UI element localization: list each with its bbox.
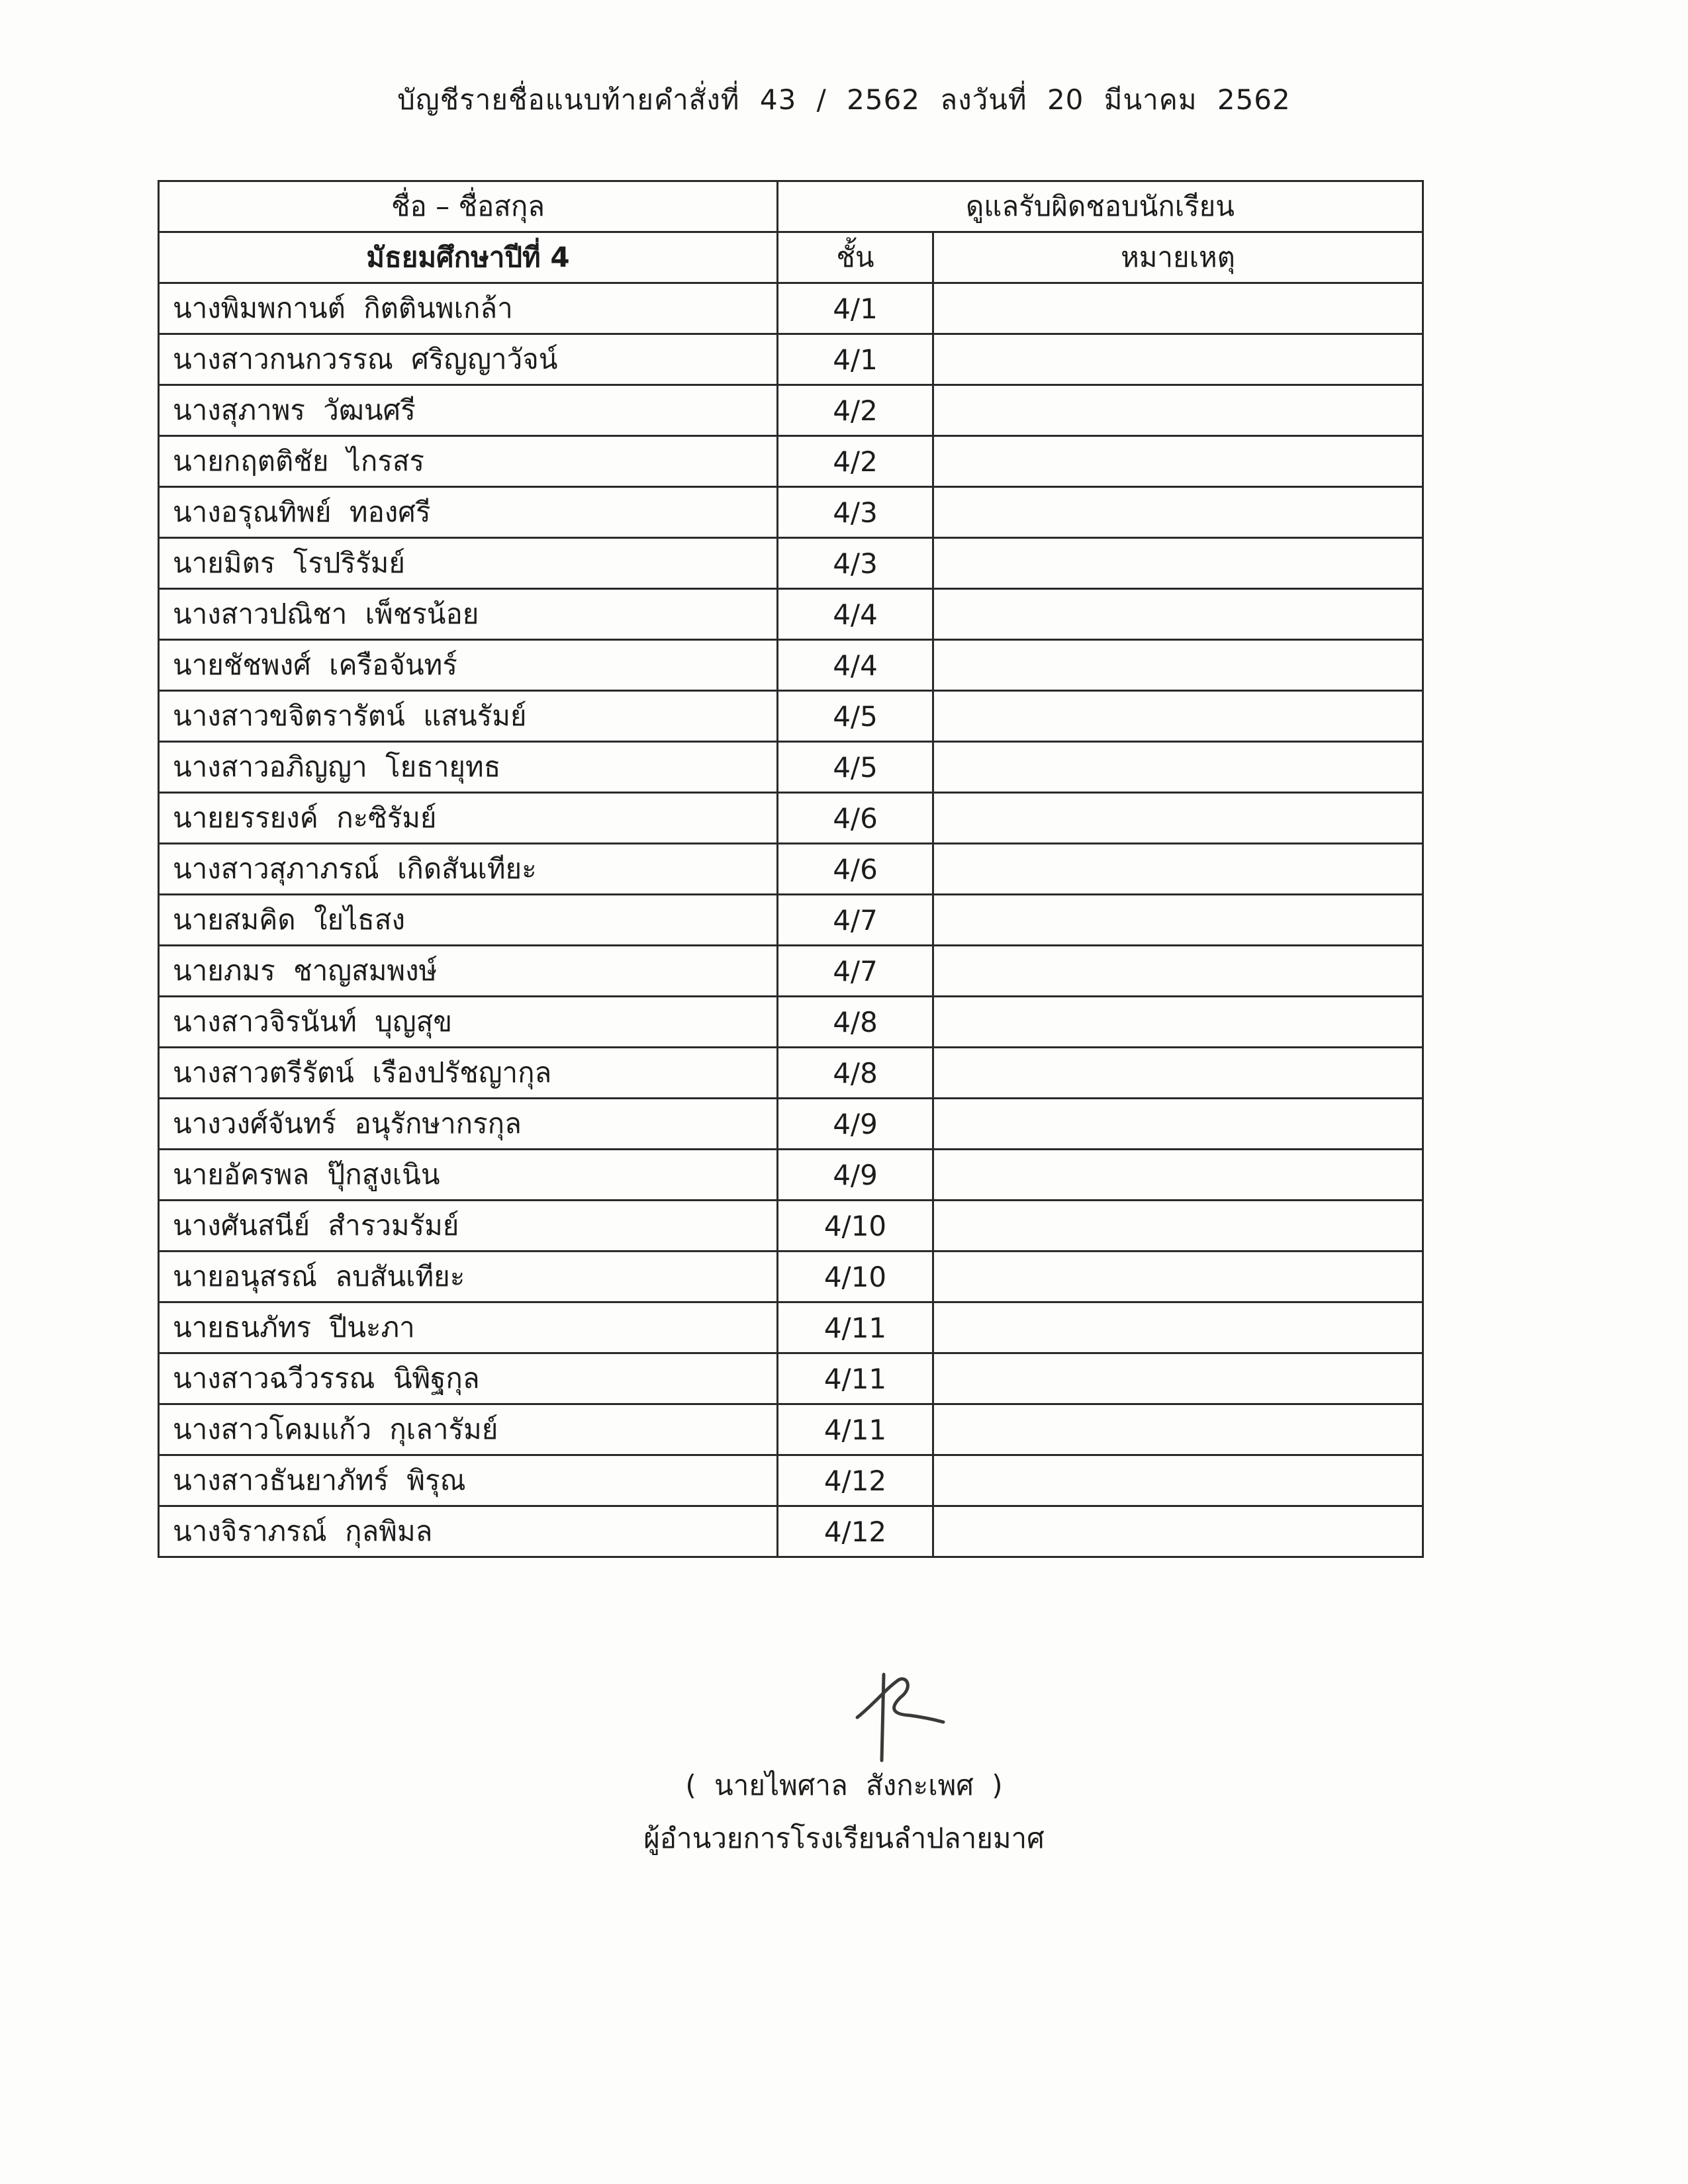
teacher-name-cell: นางศันสนีย์ สำรวมรัมย์: [159, 1201, 778, 1251]
class-cell: 4/8: [778, 997, 933, 1048]
class-cell: 4/4: [778, 640, 933, 691]
remark-cell: [933, 334, 1423, 385]
remark-cell: [933, 691, 1423, 742]
teacher-name-cell: นางจิราภรณ์ กุลพิมล: [159, 1506, 778, 1557]
remark-cell: [933, 1506, 1423, 1557]
remark-cell: [933, 538, 1423, 589]
remark-cell: [933, 640, 1423, 691]
remark-cell: [933, 1099, 1423, 1150]
teacher-name-cell: นางสาวอภิญญา โยธายุทธ: [159, 742, 778, 793]
signature-mark: [821, 1668, 953, 1767]
class-cell: 4/1: [778, 283, 933, 334]
remark-cell: [933, 1251, 1423, 1302]
class-cell: 4/11: [778, 1404, 933, 1455]
remark-cell: [933, 487, 1423, 538]
table-row: [159, 385, 1423, 436]
teacher-name-cell: นางสุภาพร วัฒนศรี: [159, 385, 778, 436]
name-column-header: ชื่อ – ชื่อสกุล: [159, 181, 778, 232]
teacher-name-cell: นางพิมพกานต์ กิตตินพเกล้า: [159, 283, 778, 334]
remark-cell: [933, 1353, 1423, 1404]
teacher-name-cell: นางสาวขจิตรารัตน์ แสนรัมย์: [159, 691, 778, 742]
teacher-name-cell: นางสาวฉวีวรรณ นิพิฐกุล: [159, 1353, 778, 1404]
table-row: [159, 487, 1423, 538]
class-cell: 4/7: [778, 946, 933, 997]
duty-column-header: ดูแลรับผิดชอบนักเรียน: [778, 181, 1423, 232]
table-row: [159, 742, 1423, 793]
table-row: [159, 283, 1423, 334]
table-row: [159, 1048, 1423, 1099]
table-row: [159, 1353, 1423, 1404]
class-cell: 4/11: [778, 1353, 933, 1404]
teacher-name-cell: นายสมคิด ใยไธสง: [159, 895, 778, 946]
teacher-name-cell: นางสาวโคมแก้ว กุเลารัมย์: [159, 1404, 778, 1455]
teacher-name-cell: นางสาวสุภาภรณ์ เกิดสันเทียะ: [159, 844, 778, 895]
teacher-name-cell: นายมิตร โรปริรัมย์: [159, 538, 778, 589]
teacher-name-cell: นางสาวกนกวรรณ ศริญญาวัจน์: [159, 334, 778, 385]
table-row: [159, 844, 1423, 895]
teacher-name-cell: นายภมร ชาญสมพงษ์: [159, 946, 778, 997]
class-cell: 4/3: [778, 487, 933, 538]
document-title: บัญชีรายชื่อแนบท้ายคำสั่งที่ 43 / 2562 ลงวันที่ 20 มีนาคม 2562: [397, 83, 1291, 116]
table-row: [159, 1201, 1423, 1251]
class-cell: 4/6: [778, 793, 933, 844]
class-cell: 4/10: [778, 1201, 933, 1251]
class-cell: 4/12: [778, 1455, 933, 1506]
remark-cell: [933, 385, 1423, 436]
teacher-name-cell: นายธนภัทร ปีนะภา: [159, 1302, 778, 1353]
teacher-name-cell: นางสาวตรีรัตน์ เรืองปรัชญากุล: [159, 1048, 778, 1099]
remark-cell: [933, 742, 1423, 793]
remark-cell: [933, 793, 1423, 844]
remark-cell: [933, 997, 1423, 1048]
table-row: [159, 1455, 1423, 1506]
teacher-name-cell: นายยรรยงค์ กะซิรัมย์: [159, 793, 778, 844]
class-cell: 4/1: [778, 334, 933, 385]
class-cell: 4/3: [778, 538, 933, 589]
remark-cell: [933, 844, 1423, 895]
remark-cell: [933, 436, 1423, 487]
teacher-name-cell: นางสาวปณิชา เพ็ชรน้อย: [159, 589, 778, 640]
table-row: [159, 1251, 1423, 1302]
signer-name: ( นายไพศาล สังกะเพศ ): [685, 1769, 1003, 1801]
class-cell: 4/7: [778, 895, 933, 946]
class-column-header: ชั้น: [778, 232, 933, 283]
table-row: [159, 1302, 1423, 1353]
remark-cell: [933, 283, 1423, 334]
table-row: [159, 946, 1423, 997]
signer-position: ผู้อำนวยการโรงเรียนลำปลายมาศ: [643, 1822, 1045, 1854]
table-row: [159, 1099, 1423, 1150]
class-cell: 4/8: [778, 1048, 933, 1099]
class-cell: 4/12: [778, 1506, 933, 1557]
remark-column-header: หมายเหตุ: [933, 232, 1423, 283]
table-row: [159, 1404, 1423, 1455]
remark-cell: [933, 589, 1423, 640]
remark-cell: [933, 895, 1423, 946]
teacher-name-cell: นายอัครพล ปุ๊กสูงเนิน: [159, 1150, 778, 1201]
class-cell: 4/10: [778, 1251, 933, 1302]
table-row: [159, 793, 1423, 844]
remark-cell: [933, 1455, 1423, 1506]
teacher-name-cell: นางวงศ์จันทร์ อนุรักษากรกุล: [159, 1099, 778, 1150]
class-cell: 4/6: [778, 844, 933, 895]
class-cell: 4/9: [778, 1150, 933, 1201]
grade-label: มัธยมศึกษาปีที่ 4: [159, 232, 778, 283]
teacher-name-cell: นางสาวจิรนันท์ บุญสุข: [159, 997, 778, 1048]
class-cell: 4/4: [778, 589, 933, 640]
remark-cell: [933, 1048, 1423, 1099]
class-cell: 4/2: [778, 436, 933, 487]
table-row: [159, 691, 1423, 742]
remark-cell: [933, 1404, 1423, 1455]
table-subheader-row: [159, 232, 1423, 283]
class-cell: 4/5: [778, 742, 933, 793]
class-cell: 4/11: [778, 1302, 933, 1353]
remark-cell: [933, 1150, 1423, 1201]
teacher-name-cell: นางสาวธันยาภัทร์ พิรุณ: [159, 1455, 778, 1506]
teacher-name-cell: นายชัชพงศ์ เครือจันทร์: [159, 640, 778, 691]
class-cell: 4/5: [778, 691, 933, 742]
table-row: [159, 895, 1423, 946]
teacher-name-cell: นายกฤตติชัย ไกรสร: [159, 436, 778, 487]
table-row: [159, 997, 1423, 1048]
table-row: [159, 334, 1423, 385]
remark-cell: [933, 1201, 1423, 1251]
remark-cell: [933, 1302, 1423, 1353]
staff-roster-table: [158, 180, 1424, 1558]
class-cell: 4/9: [778, 1099, 933, 1150]
table-row: [159, 1506, 1423, 1557]
teacher-name-cell: นางอรุณทิพย์ ทองศรี: [159, 487, 778, 538]
table-row: [159, 589, 1423, 640]
class-cell: 4/2: [778, 385, 933, 436]
table-row: [159, 1150, 1423, 1201]
table-header-row: [159, 181, 1423, 232]
table-row: [159, 538, 1423, 589]
table-row: [159, 436, 1423, 487]
table-row: [159, 640, 1423, 691]
remark-cell: [933, 946, 1423, 997]
teacher-name-cell: นายอนุสรณ์ ลบสันเทียะ: [159, 1251, 778, 1302]
